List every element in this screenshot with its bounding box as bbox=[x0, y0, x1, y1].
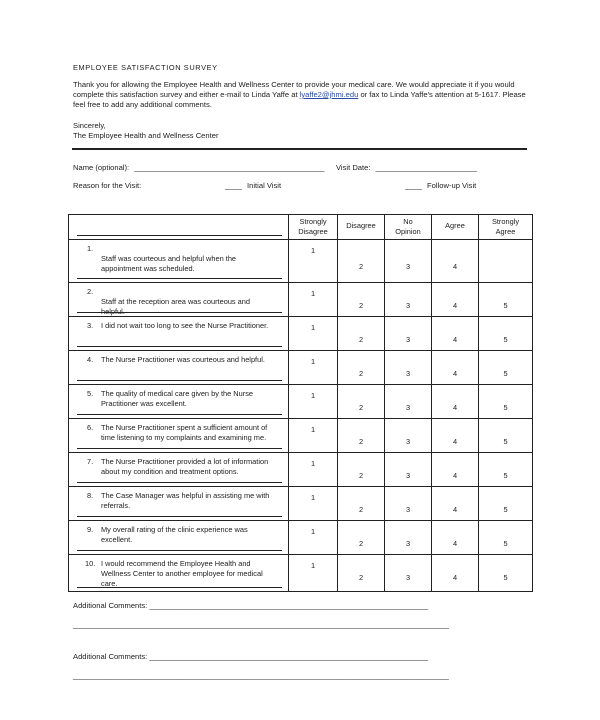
rating-value[interactable]: 3 bbox=[405, 539, 411, 548]
question-text: Staff at the reception area was courteous and helpful. bbox=[101, 297, 251, 316]
rating-cell-strongly-disagree[interactable] bbox=[289, 317, 338, 351]
rating-cell-agree[interactable] bbox=[432, 317, 479, 351]
table-row bbox=[69, 317, 533, 351]
rating-value[interactable]: 2 bbox=[358, 335, 364, 344]
rating-value[interactable]: 5 bbox=[503, 437, 508, 446]
rating-cell-strongly-agree[interactable] bbox=[479, 351, 533, 385]
rating-value[interactable]: 1 bbox=[310, 493, 316, 502]
question-cell bbox=[69, 385, 289, 419]
rating-cell-agree[interactable] bbox=[432, 419, 479, 453]
rating-value[interactable]: 5 bbox=[503, 369, 508, 378]
header-disagree: Disagree bbox=[338, 215, 385, 240]
question-text: The Nurse Practitioner spent a sufficient amount of time listening to my complaints and examining me. bbox=[101, 423, 268, 442]
document-title: EMPLOYEE SATISFACTION SURVEY bbox=[73, 63, 218, 72]
rating-value[interactable]: 1 bbox=[310, 289, 316, 298]
header-question bbox=[69, 215, 289, 240]
closing-sincerely: Sincerely, bbox=[73, 121, 106, 130]
question-number: 9. bbox=[87, 525, 94, 534]
rating-cell-strongly-agree[interactable] bbox=[479, 521, 533, 555]
rating-value[interactable]: 1 bbox=[310, 357, 316, 366]
rating-value[interactable]: 4 bbox=[452, 505, 458, 514]
rating-cell-no-opinion[interactable] bbox=[385, 351, 432, 385]
rating-cell-strongly-agree[interactable] bbox=[479, 317, 533, 351]
rating-cell-agree[interactable] bbox=[432, 351, 479, 385]
rating-cell-strongly-agree[interactable] bbox=[479, 419, 533, 453]
question-cell bbox=[69, 521, 289, 555]
table-row bbox=[69, 487, 533, 521]
rating-value[interactable]: 2 bbox=[358, 539, 364, 548]
question-cell bbox=[69, 240, 289, 283]
rating-value[interactable]: 4 bbox=[452, 262, 458, 271]
followup-visit-blank[interactable]: ____ bbox=[405, 181, 422, 190]
rating-value[interactable]: 4 bbox=[452, 437, 458, 446]
rating-value[interactable]: 4 bbox=[452, 403, 458, 412]
rating-value[interactable]: 5 bbox=[503, 471, 508, 480]
visit-date-row bbox=[336, 163, 477, 173]
rating-cell-strongly-disagree[interactable] bbox=[289, 240, 338, 283]
rating-cell-disagree[interactable] bbox=[338, 385, 385, 419]
rating-value[interactable]: 5 bbox=[503, 539, 508, 548]
comments-label-2: Additional Comments: bbox=[73, 652, 148, 661]
rating-value[interactable]: 3 bbox=[405, 262, 411, 271]
rating-value[interactable]: 3 bbox=[405, 573, 411, 582]
followup-visit-label: Follow-up Visit bbox=[427, 181, 477, 190]
rating-value[interactable]: 4 bbox=[452, 573, 458, 582]
rating-value[interactable]: 1 bbox=[310, 527, 316, 536]
rating-value[interactable]: 1 bbox=[310, 391, 316, 400]
table-row bbox=[69, 385, 533, 419]
rating-value[interactable]: 2 bbox=[358, 573, 364, 582]
question-number: 1. bbox=[87, 244, 94, 253]
rating-cell-strongly-disagree[interactable] bbox=[289, 385, 338, 419]
question-cell bbox=[69, 317, 289, 351]
rating-value[interactable]: 4 bbox=[452, 301, 458, 310]
intro-text-part1: Thank you for allowing the Employee Health and Wellness Center to provide your medical care. We would appreciate it if you would complete this satisfaction survey and either e-mail to Linda Yaffe at bbox=[73, 80, 515, 99]
email-link[interactable]: lyaffe2@jhmi.edu bbox=[299, 90, 359, 99]
name-label: Name (optional): bbox=[73, 163, 130, 172]
question-divider bbox=[77, 380, 282, 381]
rating-cell-strongly-disagree[interactable] bbox=[289, 453, 338, 487]
rating-value[interactable]: 3 bbox=[405, 505, 411, 514]
rating-cell-no-opinion[interactable] bbox=[385, 453, 432, 487]
rating-value[interactable]: 2 bbox=[358, 262, 364, 271]
question-number: 7. bbox=[87, 457, 94, 466]
header-divider bbox=[72, 148, 527, 150]
rating-cell-agree[interactable] bbox=[432, 283, 479, 317]
visit-date-label: Visit Date: bbox=[336, 163, 371, 172]
question-text: I did not wait too long to see the Nurse Practitioner. bbox=[101, 321, 269, 330]
closing-signature: The Employee Health and Wellness Center bbox=[73, 131, 219, 140]
table-row bbox=[69, 351, 533, 385]
survey-table bbox=[68, 214, 533, 592]
header-agree: Agree bbox=[432, 215, 479, 240]
question-divider bbox=[77, 516, 282, 517]
comments-label-1: Additional Comments: bbox=[73, 601, 148, 610]
question-divider bbox=[77, 482, 282, 483]
initial-visit-option[interactable] bbox=[225, 181, 281, 191]
rating-cell-strongly-disagree[interactable] bbox=[289, 283, 338, 317]
rating-value[interactable]: 3 bbox=[405, 471, 411, 480]
rating-value[interactable]: 3 bbox=[405, 437, 411, 446]
question-divider bbox=[77, 414, 282, 415]
rating-value[interactable]: 5 bbox=[503, 573, 508, 582]
question-cell bbox=[69, 453, 289, 487]
rating-value[interactable]: 4 bbox=[452, 335, 458, 344]
table-row bbox=[69, 555, 533, 592]
rating-value[interactable]: 1 bbox=[310, 246, 316, 255]
rating-value[interactable]: 4 bbox=[452, 471, 458, 480]
rating-cell-strongly-disagree[interactable] bbox=[289, 419, 338, 453]
rating-cell-agree[interactable] bbox=[432, 521, 479, 555]
question-divider bbox=[77, 587, 282, 588]
question-divider bbox=[77, 312, 282, 313]
visit-date-blank[interactable]: ________________________ bbox=[375, 163, 477, 172]
question-number: 10. bbox=[85, 559, 96, 568]
rating-value[interactable]: 2 bbox=[358, 403, 364, 412]
rating-cell-agree[interactable] bbox=[432, 240, 479, 283]
rating-cell-strongly-agree[interactable] bbox=[479, 555, 533, 592]
rating-cell-agree[interactable] bbox=[432, 453, 479, 487]
rating-value[interactable]: 3 bbox=[405, 335, 411, 344]
rating-value[interactable]: 2 bbox=[358, 505, 364, 514]
question-divider bbox=[77, 550, 282, 551]
rating-value[interactable]: 3 bbox=[405, 403, 411, 412]
question-text: The Nurse Practitioner provided a lot of information about my condition and treatment options. bbox=[101, 457, 269, 476]
rating-cell-disagree[interactable] bbox=[338, 317, 385, 351]
header-strongly-agree: Strongly Agree bbox=[479, 215, 533, 240]
question-text: The Case Manager was helpful in assisting me with referrals. bbox=[101, 491, 270, 510]
rating-cell-disagree[interactable] bbox=[338, 283, 385, 317]
closing bbox=[73, 121, 218, 141]
table-row bbox=[69, 240, 533, 283]
rating-value[interactable]: 2 bbox=[358, 369, 364, 378]
rating-cell-disagree[interactable] bbox=[338, 487, 385, 521]
rating-cell-strongly-disagree[interactable] bbox=[289, 351, 338, 385]
rating-value[interactable]: 5 bbox=[503, 403, 508, 412]
followup-visit-option[interactable] bbox=[405, 181, 476, 191]
question-number: 2. bbox=[87, 287, 94, 296]
name-field-row bbox=[73, 163, 324, 173]
reason-label: Reason for the Visit: bbox=[73, 181, 142, 190]
question-text: My overall rating of the clinic experience was excellent. bbox=[101, 525, 248, 544]
question-cell bbox=[69, 487, 289, 521]
question-number: 6. bbox=[87, 423, 94, 432]
rating-value[interactable]: 4 bbox=[452, 539, 458, 548]
rating-cell-disagree[interactable] bbox=[338, 555, 385, 592]
rating-value[interactable]: 2 bbox=[358, 471, 364, 480]
question-cell bbox=[69, 419, 289, 453]
initial-visit-label: Initial Visit bbox=[247, 181, 282, 190]
question-text: Staff was courteous and helpful when the appointment was scheduled. bbox=[101, 254, 237, 273]
rating-value[interactable]: 3 bbox=[405, 301, 411, 310]
rating-cell-no-opinion[interactable] bbox=[385, 419, 432, 453]
rating-cell-no-opinion[interactable] bbox=[385, 555, 432, 592]
comments-blank-2[interactable]: __________________________________________________________________ bbox=[149, 652, 429, 661]
table-row bbox=[69, 283, 533, 317]
question-text: The quality of medical care given by the Nurse Practitioner was excellent. bbox=[101, 389, 253, 408]
comments-row-1 bbox=[73, 601, 428, 610]
table-row bbox=[69, 521, 533, 555]
rating-cell-disagree[interactable] bbox=[338, 419, 385, 453]
name-blank[interactable]: _____________________________________________ bbox=[134, 163, 325, 172]
rating-value[interactable]: 4 bbox=[452, 369, 458, 378]
rating-cell-no-opinion[interactable] bbox=[385, 487, 432, 521]
rating-cell-no-opinion[interactable] bbox=[385, 385, 432, 419]
question-divider bbox=[77, 448, 282, 449]
question-text: I would recommend the Employee Health and Wellness Center to another employee for medical care. bbox=[101, 559, 263, 588]
rating-value[interactable]: 1 bbox=[310, 561, 316, 570]
rating-value[interactable]: 1 bbox=[310, 323, 316, 332]
rating-cell-strongly-disagree[interactable] bbox=[289, 521, 338, 555]
rating-cell-disagree[interactable] bbox=[338, 453, 385, 487]
rating-value[interactable]: 5 bbox=[503, 335, 508, 344]
comments-blank-1b[interactable]: _________________________________________________________________________________________ bbox=[73, 620, 449, 629]
question-number: 4. bbox=[87, 355, 94, 364]
rating-value[interactable]: 2 bbox=[358, 301, 364, 310]
rating-cell-strongly-disagree[interactable] bbox=[289, 487, 338, 521]
rating-cell-agree[interactable] bbox=[432, 487, 479, 521]
question-cell bbox=[69, 351, 289, 385]
rating-value[interactable]: 2 bbox=[358, 437, 364, 446]
question-cell bbox=[69, 283, 289, 317]
comments-blank-2b[interactable]: _________________________________________________________________________________________ bbox=[73, 671, 449, 680]
rating-cell-disagree[interactable] bbox=[338, 521, 385, 555]
question-number: 8. bbox=[87, 491, 94, 500]
comments-row-2 bbox=[73, 652, 428, 661]
rating-cell-agree[interactable] bbox=[432, 555, 479, 592]
rating-cell-agree[interactable] bbox=[432, 385, 479, 419]
rating-cell-strongly-disagree[interactable] bbox=[289, 555, 338, 592]
rating-cell-strongly-agree[interactable] bbox=[479, 385, 533, 419]
rating-value[interactable]: 5 bbox=[503, 505, 508, 514]
table-header-row bbox=[69, 215, 533, 240]
rating-cell-strongly-agree[interactable] bbox=[479, 453, 533, 487]
intro-text-part2: or fax to Linda Yaffe's attention at 5-1617. Please feel free to add any additional comments. bbox=[73, 90, 526, 109]
intro-paragraph bbox=[73, 80, 533, 110]
rating-cell-strongly-agree[interactable] bbox=[479, 240, 533, 283]
rating-cell-strongly-agree[interactable] bbox=[479, 487, 533, 521]
question-number: 3. bbox=[87, 321, 94, 330]
table-row bbox=[69, 453, 533, 487]
question-cell bbox=[69, 555, 289, 592]
rating-cell-no-opinion[interactable] bbox=[385, 240, 432, 283]
rating-cell-no-opinion[interactable] bbox=[385, 521, 432, 555]
comments-blank-1[interactable]: __________________________________________________________________ bbox=[149, 601, 429, 610]
rating-cell-disagree[interactable] bbox=[338, 351, 385, 385]
rating-cell-disagree[interactable] bbox=[338, 240, 385, 283]
rating-value[interactable]: 5 bbox=[503, 301, 508, 310]
rating-value[interactable]: 1 bbox=[310, 425, 316, 434]
header-inner-line bbox=[77, 235, 282, 236]
rating-cell-strongly-agree[interactable] bbox=[479, 283, 533, 317]
question-divider bbox=[77, 346, 282, 347]
rating-cell-no-opinion[interactable] bbox=[385, 283, 432, 317]
question-text: The Nurse Practitioner was courteous and helpful. bbox=[101, 355, 265, 364]
rating-cell-no-opinion[interactable] bbox=[385, 317, 432, 351]
rating-value[interactable]: 3 bbox=[405, 369, 411, 378]
question-divider bbox=[77, 278, 282, 279]
header-no-opinion: No Opinion bbox=[385, 215, 432, 240]
header-strongly-disagree: Strongly Disagree bbox=[289, 215, 338, 240]
rating-value[interactable]: 1 bbox=[310, 459, 316, 468]
table-row bbox=[69, 419, 533, 453]
initial-visit-blank[interactable]: ____ bbox=[225, 181, 242, 190]
question-number: 5. bbox=[87, 389, 94, 398]
